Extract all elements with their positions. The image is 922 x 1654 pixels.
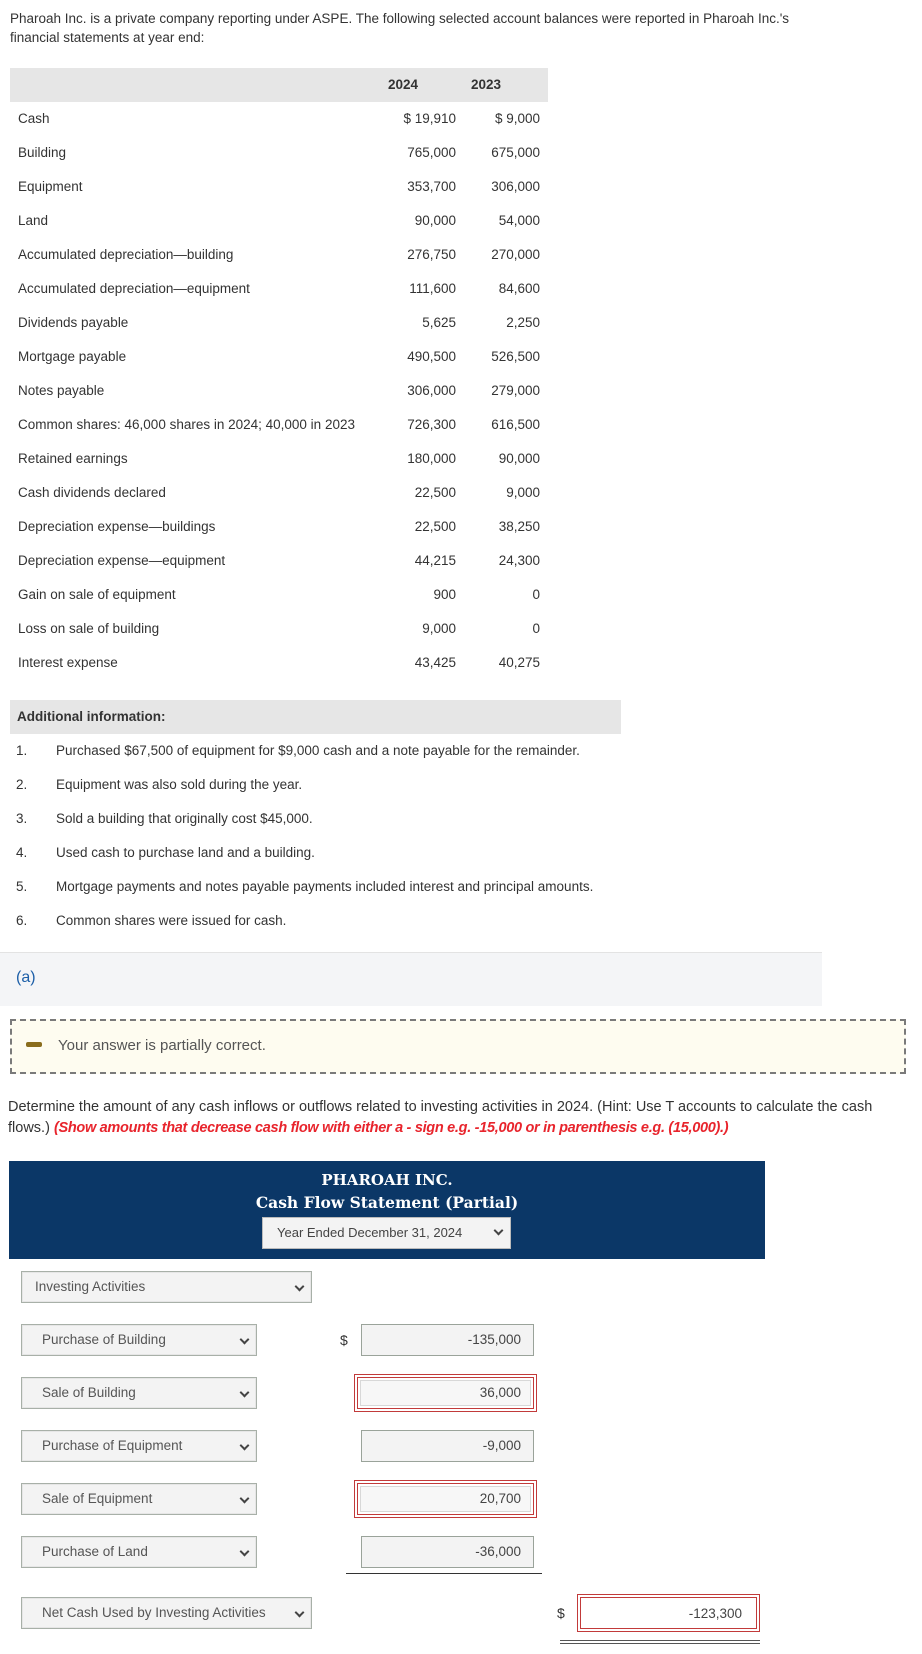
intro-text: Pharoah Inc. is a private company reporting under ASPE. The following selected account balances were reported in Pharoah Inc.'s financial statements at year end: xyxy=(10,11,790,45)
line-item-label: Purchase of Equipment xyxy=(42,1438,183,1453)
balance-2023: 616,500 xyxy=(491,417,540,432)
balance-2023: 54,000 xyxy=(498,213,540,228)
info-text: Common shares were issued for cash. xyxy=(56,913,287,928)
info-item xyxy=(10,904,810,938)
additional-info-header: Additional information: xyxy=(10,700,621,734)
subtotal-underline xyxy=(346,1573,542,1574)
total-label-select[interactable] xyxy=(21,1597,312,1629)
chevron-down-icon xyxy=(240,1335,250,1345)
line-item-label: Purchase of Building xyxy=(42,1332,166,1347)
balance-row xyxy=(10,442,548,476)
balance-label: Mortgage payable xyxy=(18,349,127,364)
balance-label: Depreciation expense—buildings xyxy=(18,519,216,534)
company-name: PHAROAH INC. xyxy=(321,1171,453,1189)
balance-2024: 490,500 xyxy=(407,349,456,364)
info-item xyxy=(10,870,810,904)
balance-2024: 22,500 xyxy=(414,485,456,500)
info-item xyxy=(10,734,810,768)
line-item-label: Sale of Building xyxy=(42,1385,136,1400)
balance-2024: 43,425 xyxy=(414,655,456,670)
info-item xyxy=(10,836,810,870)
balance-2024: 180,000 xyxy=(407,451,456,466)
balance-row xyxy=(10,272,548,306)
balance-2023: 0 xyxy=(532,621,540,636)
line-item-select[interactable] xyxy=(21,1483,257,1515)
line-item-select[interactable] xyxy=(21,1536,257,1568)
total-currency-symbol: $ xyxy=(557,1605,565,1621)
balance-2024: $ 19,910 xyxy=(403,111,456,126)
amount-value: -36,000 xyxy=(475,1544,521,1559)
balance-2024: 9,000 xyxy=(422,621,456,636)
balance-row xyxy=(10,544,548,578)
balance-2023: 38,250 xyxy=(498,519,540,534)
info-text: Equipment was also sold during the year. xyxy=(56,777,303,792)
balance-2024: 276,750 xyxy=(407,247,456,262)
part-a-box xyxy=(0,952,822,1006)
balance-label: Gain on sale of equipment xyxy=(18,587,176,602)
chevron-down-icon xyxy=(240,1388,250,1398)
balance-2023: 675,000 xyxy=(491,145,540,160)
info-text: Sold a building that originally cost $45,000. xyxy=(56,811,313,826)
total-double-underline-top xyxy=(560,1640,760,1641)
info-number: 2. xyxy=(16,777,28,792)
balance-row xyxy=(10,238,548,272)
balance-label: Common shares: 46,000 shares in 2024; 40,000 in 2023 xyxy=(18,417,355,432)
balance-label: Loss on sale of building xyxy=(18,621,160,636)
part-label: (a) xyxy=(16,969,36,986)
line-item-select[interactable] xyxy=(21,1377,257,1409)
statement-header xyxy=(9,1161,765,1259)
info-text: Purchased $67,500 of equipment for $9,000 cash and a note payable for the remainder. xyxy=(56,743,580,758)
balance-row xyxy=(10,510,548,544)
balance-label: Interest expense xyxy=(18,655,118,670)
chevron-down-icon xyxy=(240,1547,250,1557)
question-instruction: (Show amounts that decrease cash flow with either a - sign e.g. -15,000 or in parenthesis e.g. (15,000).) xyxy=(53,1120,729,1136)
total-amount-input[interactable] xyxy=(580,1597,757,1629)
amount-input[interactable] xyxy=(357,1483,534,1515)
statement-title: Cash Flow Statement (Partial) xyxy=(255,1193,519,1212)
section-select-value: Investing Activities xyxy=(35,1279,146,1294)
question-text xyxy=(8,1097,908,1139)
balance-2024: 111,600 xyxy=(409,281,456,296)
amount-input[interactable] xyxy=(357,1377,534,1409)
info-text: Mortgage payments and notes payable payments included interest and principal amounts. xyxy=(56,879,594,894)
balance-row xyxy=(10,612,548,646)
year-2024-header: 2024 xyxy=(388,77,419,92)
total-label-value: Net Cash Used by Investing Activities xyxy=(42,1605,266,1620)
balance-2024: 44,215 xyxy=(414,553,456,568)
info-text: Used cash to purchase land and a building. xyxy=(56,845,315,860)
balance-row xyxy=(10,306,548,340)
balance-row xyxy=(10,408,548,442)
balance-2024: 726,300 xyxy=(407,417,456,432)
balance-label: Accumulated depreciation—building xyxy=(18,247,234,262)
chevron-down-icon xyxy=(295,1608,305,1618)
balance-2023: 24,300 xyxy=(498,553,540,568)
balance-2024: 22,500 xyxy=(414,519,456,534)
amount-input[interactable] xyxy=(361,1324,534,1356)
amount-input[interactable] xyxy=(361,1536,534,1568)
balance-2023: 40,275 xyxy=(498,655,540,670)
balance-row xyxy=(10,646,548,680)
balance-2024: 353,700 xyxy=(407,179,456,194)
total-double-underline-bottom xyxy=(560,1643,760,1644)
balance-label: Retained earnings xyxy=(18,451,128,466)
partial-icon xyxy=(26,1042,42,1047)
balance-2023: 526,500 xyxy=(491,349,540,364)
balance-2023: 279,000 xyxy=(491,383,540,398)
balance-2024: 90,000 xyxy=(414,213,456,228)
line-item-label: Purchase of Land xyxy=(42,1544,148,1559)
balance-label: Depreciation expense—equipment xyxy=(18,553,226,568)
balance-2023: 84,600 xyxy=(498,281,540,296)
balance-2023: 90,000 xyxy=(498,451,540,466)
period-select-value: Year Ended December 31, 2024 xyxy=(277,1225,463,1240)
balance-label: Dividends payable xyxy=(18,315,129,330)
balance-row xyxy=(10,170,548,204)
chevron-down-icon xyxy=(494,1226,504,1236)
line-item-label: Sale of Equipment xyxy=(42,1491,153,1506)
question-body: Determine the amount of any cash inflows or outflows related to investing activities in 2024. (Hint: Use T accounts to calculate the cash flows.) xyxy=(8,1099,873,1136)
info-number: 3. xyxy=(16,811,28,826)
info-number: 6. xyxy=(16,913,28,928)
balance-label: Accumulated depreciation—equipment xyxy=(18,281,250,296)
balance-label: Land xyxy=(18,213,49,228)
balance-2024: 306,000 xyxy=(407,383,456,398)
period-select[interactable] xyxy=(262,1217,511,1249)
line-item-select[interactable] xyxy=(21,1324,257,1356)
balance-2024: 900 xyxy=(433,587,456,602)
chevron-down-icon xyxy=(240,1441,250,1451)
info-number: 4. xyxy=(16,845,28,860)
balance-2023: 9,000 xyxy=(506,485,540,500)
info-number: 5. xyxy=(16,879,28,894)
balance-label: Equipment xyxy=(18,179,83,194)
balance-2024: 765,000 xyxy=(407,145,456,160)
amount-value: 36,000 xyxy=(479,1385,521,1400)
balance-label: Cash dividends declared xyxy=(18,485,166,500)
amount-value: 20,700 xyxy=(479,1491,521,1506)
year-2023-header: 2023 xyxy=(471,77,502,92)
balance-row xyxy=(10,578,548,612)
amount-value: -135,000 xyxy=(467,1332,521,1347)
balance-2023: 270,000 xyxy=(491,247,540,262)
balance-row xyxy=(10,102,548,136)
amount-input[interactable] xyxy=(361,1430,534,1462)
balance-label: Cash xyxy=(18,111,50,126)
total-amount-value: -123,300 xyxy=(688,1606,742,1621)
info-item xyxy=(10,768,810,802)
balance-2024: 5,625 xyxy=(422,315,456,330)
amount-value: -9,000 xyxy=(482,1438,521,1453)
balance-label: Notes payable xyxy=(18,383,105,398)
balance-2023: 0 xyxy=(532,587,540,602)
line-item-select[interactable] xyxy=(21,1430,257,1462)
balance-2023: $ 9,000 xyxy=(494,111,540,126)
balance-label: Building xyxy=(18,145,67,160)
balance-row xyxy=(10,476,548,510)
partial-correct-banner xyxy=(10,1019,906,1074)
balance-2023: 2,250 xyxy=(506,315,540,330)
balance-row xyxy=(10,374,548,408)
chevron-down-icon xyxy=(295,1282,305,1292)
section-select[interactable] xyxy=(21,1271,312,1303)
info-number: 1. xyxy=(16,743,28,758)
balance-row xyxy=(10,204,548,238)
info-item xyxy=(10,802,810,836)
balance-row xyxy=(10,340,548,374)
status-message: Your answer is partially correct. xyxy=(58,1037,266,1054)
balance-row xyxy=(10,136,548,170)
balances-header xyxy=(10,68,548,102)
currency-symbol: $ xyxy=(340,1332,348,1348)
balance-2023: 306,000 xyxy=(491,179,540,194)
chevron-down-icon xyxy=(240,1494,250,1504)
